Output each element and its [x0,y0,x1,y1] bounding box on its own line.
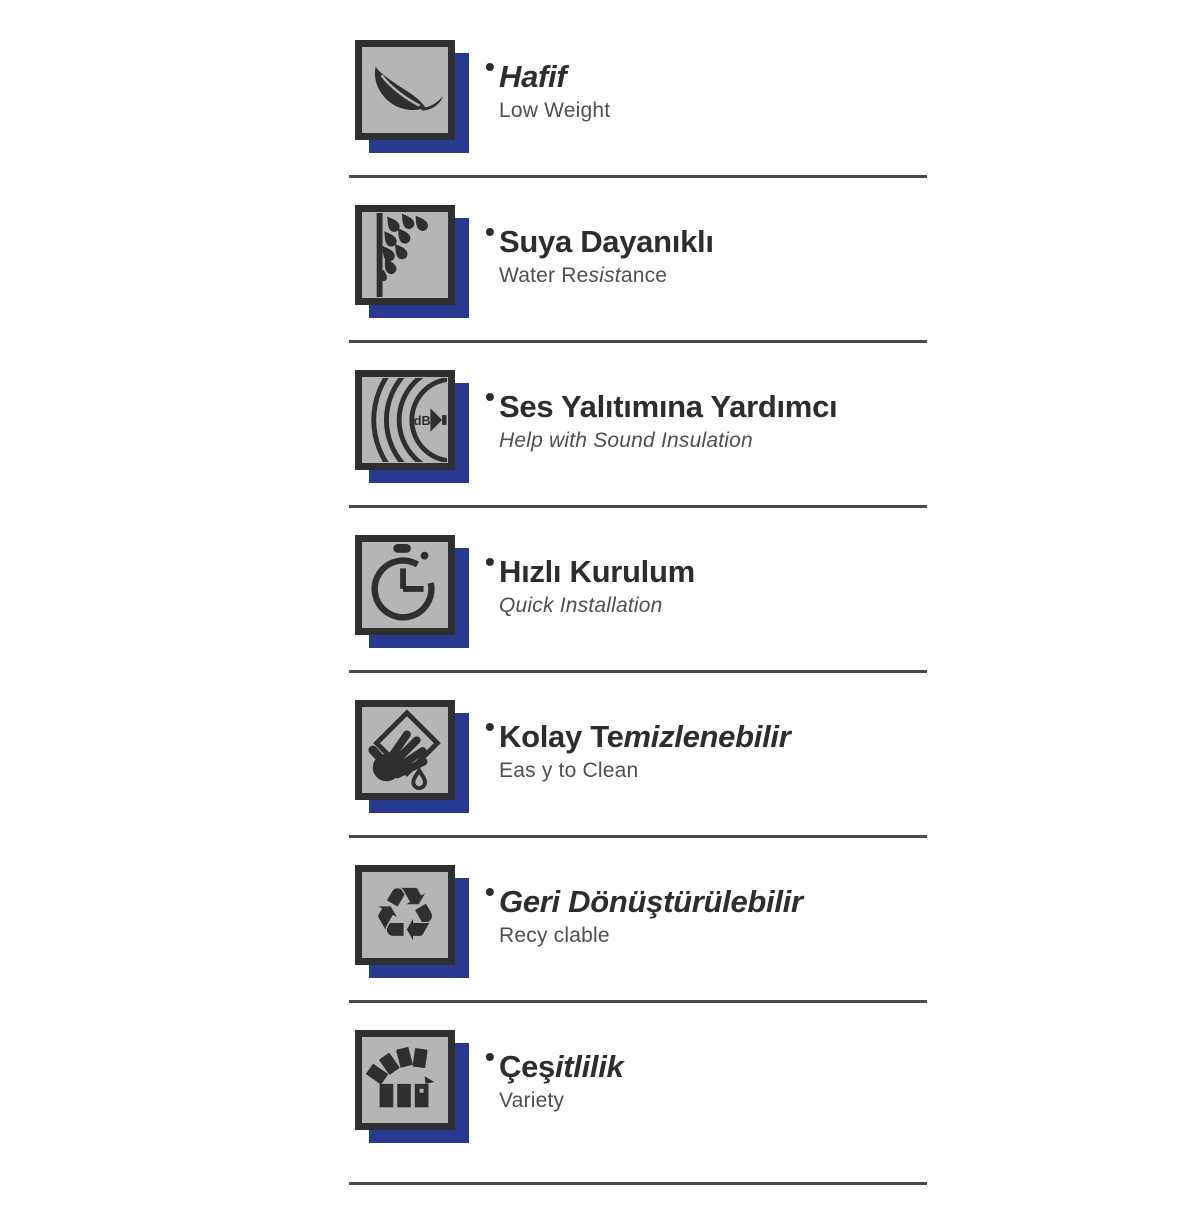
divider [349,670,927,673]
bullet-icon: • [485,876,495,907]
bullet-icon: • [485,1041,495,1072]
feature-text [485,370,837,453]
feature-title: Ses Yalıtımına Yardımcı [499,389,838,424]
bullet-icon: • [485,381,495,412]
feature-subtitle: Eas y to Clean [499,758,639,782]
icon-box [355,370,455,470]
feature-text [485,40,610,123]
recycle-glyph: ♻ [371,872,439,958]
feather-icon [355,40,455,140]
feature-row [349,205,927,340]
feature-text [485,700,790,783]
feature-text [485,535,695,618]
feature-row [349,700,927,835]
bullet-icon: • [485,711,495,742]
bullet-icon: • [485,216,495,247]
feature-item-sound-insulation [349,370,927,508]
feature-subtitle: Water Resistance [499,263,668,287]
icon-box [355,40,455,140]
feature-item-variety [349,1030,927,1185]
icon-box [355,535,455,635]
divider [349,1000,927,1003]
feature-item-low-weight [349,40,927,178]
feature-subtitle: Variety [499,1088,565,1112]
water-resistance-icon [355,205,455,305]
feature-subtitle: Help with Sound Insulation [499,428,753,452]
bullet-icon: • [485,51,495,82]
divider [349,505,927,508]
divider [349,175,927,178]
easy-to-clean-icon [355,700,455,800]
sound-insulation-icon [355,370,455,470]
divider [349,835,927,838]
feature-list [349,40,927,1212]
icon-box [355,1030,455,1130]
feature-subtitle: Low Weight [499,98,611,122]
icon-box [355,700,455,800]
feature-text [485,1030,624,1113]
feature-title: Suya Dayanıklı [499,224,714,259]
feature-title: Hafif [499,59,567,94]
feature-title: Hızlı Kurulum [499,554,695,589]
feature-text [485,205,714,288]
stopwatch-icon [355,535,455,635]
svg-text:dB: dB [413,413,431,428]
feature-title: Geri Dönüştürülebilir [499,884,803,919]
icon-box [355,205,455,305]
recycle-icon [355,865,455,965]
feature-row [349,370,927,505]
feature-text [485,865,803,948]
variety-icon [355,1030,455,1130]
feature-title: Kolay Temizlenebilir [499,719,791,754]
feature-item-quick-installation [349,535,927,673]
icon-box [355,865,455,965]
feature-item-easy-to-clean [349,700,927,838]
bullet-icon: • [485,546,495,577]
feature-item-water-resistance [349,205,927,343]
divider [349,1182,927,1185]
feature-row [349,865,927,1000]
feature-row [349,1030,927,1182]
feature-subtitle: Recy clable [499,923,610,947]
feature-row [349,40,927,175]
feature-title: Çeşitlilik [499,1049,624,1084]
feature-subtitle: Quick Installation [499,593,663,617]
feature-item-recyclable [349,865,927,1003]
divider [349,340,927,343]
feature-row [349,535,927,670]
